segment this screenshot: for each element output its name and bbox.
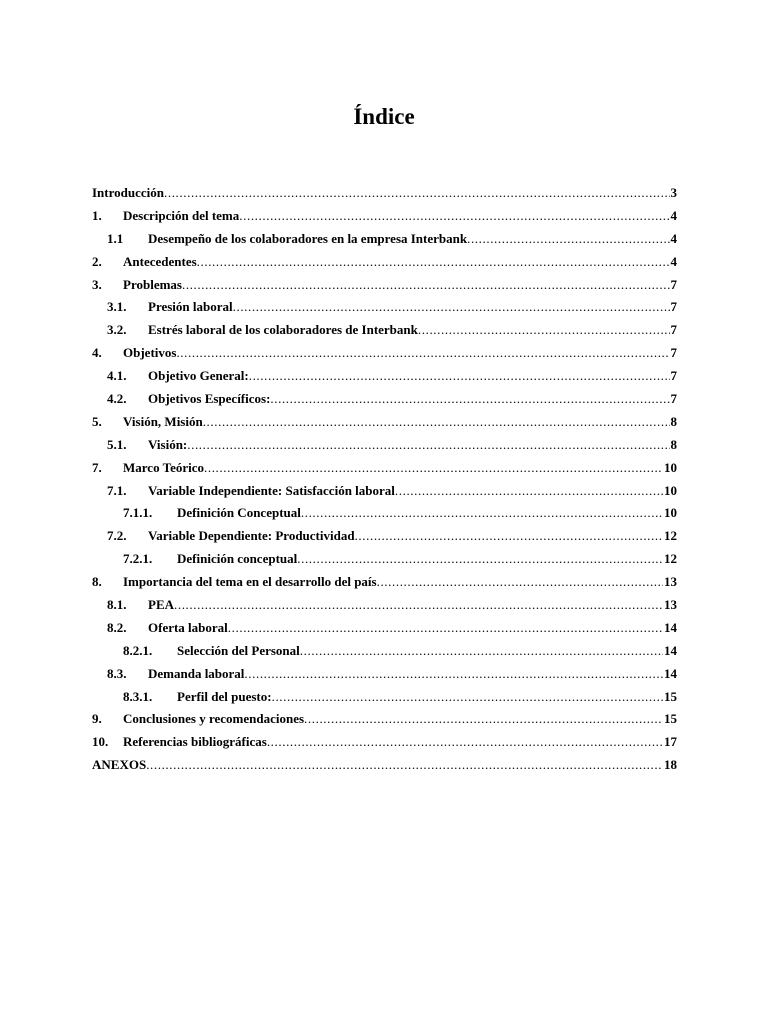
toc-entry-title: Introducción	[92, 185, 164, 200]
toc-entry-title: Variable Dependiente: Productividad	[148, 528, 355, 544]
toc-entry-number: 5.	[92, 413, 102, 429]
toc-entry-title: Objetivos	[123, 345, 177, 361]
toc-dot-leader	[270, 388, 669, 411]
toc-entry-page: 8	[670, 413, 677, 429]
toc-entry-page: 10	[664, 505, 677, 521]
toc-entry-number: 7.1.1.	[123, 505, 153, 521]
toc-entry-page: 3	[670, 185, 677, 200]
toc-entry-number: 3.1.	[107, 299, 127, 315]
toc-entry-page: 7	[670, 299, 677, 315]
toc-entry[interactable]	[92, 274, 677, 297]
toc-entry-number: 4.1.	[107, 368, 127, 384]
toc-entry-title: Objetivo General:	[148, 368, 249, 384]
toc-entry[interactable]	[92, 205, 677, 228]
toc-entry[interactable]	[92, 228, 677, 251]
toc-dot-leader	[197, 251, 670, 274]
toc-entry-title: Problemas	[123, 276, 182, 292]
toc-dot-leader	[203, 411, 670, 434]
toc-dot-leader	[267, 731, 663, 754]
toc-dot-leader	[297, 548, 663, 571]
toc-entry-title: Descripción del tema	[123, 207, 240, 223]
toc-entry[interactable]	[92, 525, 677, 548]
toc-dot-leader	[301, 502, 663, 525]
toc-entry[interactable]	[92, 388, 677, 411]
toc-dot-leader	[304, 708, 663, 731]
toc-entry-title: Objetivos Específicos:	[148, 391, 271, 407]
toc-entry-page: 13	[664, 574, 677, 590]
toc-entry[interactable]	[92, 571, 677, 594]
toc-entry-page: 18	[664, 757, 677, 773]
toc-entry-page: 7	[670, 368, 677, 384]
toc-entry-number: 7.1.	[107, 482, 127, 498]
toc-entry-number: 2.	[92, 253, 102, 269]
toc-dot-leader	[272, 686, 663, 709]
toc-entry-title: PEA	[148, 597, 174, 613]
toc-entry-title: Variable Independiente: Satisfacción laboral	[148, 482, 395, 498]
toc-entry[interactable]	[92, 319, 677, 342]
toc-entry[interactable]	[92, 754, 677, 777]
toc-entry[interactable]	[92, 365, 677, 388]
toc-entry-number: 4.	[92, 345, 102, 361]
toc-entry-title: Marco Teórico	[123, 459, 204, 475]
toc-entry[interactable]	[92, 708, 677, 731]
toc-entry-page: 7	[670, 391, 677, 407]
toc-entry-page: 12	[664, 528, 677, 544]
toc-entry-page: 14	[664, 642, 677, 658]
toc-entry-title: Perfil del puesto:	[177, 688, 272, 704]
toc-entry-title: ANEXOS	[92, 757, 147, 773]
toc-entry-page: 4	[670, 230, 677, 246]
toc-dot-leader	[418, 319, 670, 342]
toc-entry-title: Visión, Misión	[123, 413, 203, 429]
toc-dot-leader	[228, 617, 663, 640]
toc-entry-number: 8.3.	[107, 665, 127, 681]
toc-entry[interactable]	[92, 182, 677, 205]
toc-entry-title: Definición conceptual	[177, 551, 298, 567]
toc-entry-page: 17	[664, 734, 677, 750]
toc-entry-page: 7	[670, 276, 677, 292]
toc-dot-leader	[146, 754, 663, 777]
toc-dot-leader	[239, 205, 669, 228]
toc-entry-page: 7	[670, 345, 677, 361]
toc-entry[interactable]	[92, 663, 677, 686]
toc-entry-page: 15	[664, 711, 677, 727]
toc-entry-number: 3.	[92, 276, 102, 292]
toc-dot-leader	[176, 342, 669, 365]
toc-entry[interactable]	[92, 502, 677, 525]
toc-entry-number: 8.2.1.	[123, 642, 153, 658]
toc-entry-number: 10.	[92, 734, 109, 750]
toc-entry-page: 13	[664, 597, 677, 613]
toc-entry[interactable]	[92, 594, 677, 617]
toc-entry[interactable]	[92, 548, 677, 571]
toc-entry-number: 4.2.	[107, 391, 127, 407]
toc-entry-number: 7.2.1.	[123, 551, 153, 567]
toc-dot-leader	[300, 640, 663, 663]
toc-entry[interactable]	[92, 434, 677, 457]
toc-entry-number: 3.2.	[107, 322, 127, 338]
toc-entry[interactable]	[92, 411, 677, 434]
toc-entry[interactable]	[92, 296, 677, 319]
toc-entry-page: 8	[670, 436, 677, 452]
toc-entry-title: Referencias bibliográficas	[123, 734, 267, 750]
toc-dot-leader	[233, 296, 670, 319]
toc-entry-number: 9.	[92, 711, 102, 727]
toc-entry-number: 5.1.	[107, 436, 127, 452]
toc-entry[interactable]	[92, 640, 677, 663]
toc-entry-page: 10	[664, 482, 677, 498]
toc-entry-page: 14	[664, 619, 677, 635]
toc-dot-leader	[164, 182, 670, 205]
toc-dot-leader	[187, 434, 669, 457]
toc-entry-number: 1.	[92, 207, 102, 223]
toc-entry-title: Definición Conceptual	[177, 505, 301, 521]
toc-dot-leader	[182, 274, 670, 297]
toc-entry-number: 8.	[92, 574, 102, 590]
toc-entry-page: 12	[664, 551, 677, 567]
toc-entry-title: Desempeño de los colaboradores en la empresa Interbank	[148, 230, 468, 246]
toc-entry-title: Visión:	[148, 436, 188, 452]
toc-entry-number: 8.1.	[107, 597, 127, 613]
toc-entry-page: 4	[670, 253, 677, 269]
toc-entry[interactable]	[92, 251, 677, 274]
toc-dot-leader	[244, 663, 663, 686]
toc-entry[interactable]	[92, 686, 677, 709]
toc-dot-leader	[355, 525, 663, 548]
toc-dot-leader	[204, 457, 663, 480]
toc-entry-title: Estrés laboral de los colaboradores de Interbank	[148, 322, 418, 338]
toc-entry-title: Conclusiones y recomendaciones	[123, 711, 305, 727]
toc-entry-title: Presión laboral	[148, 299, 233, 315]
table-of-contents	[92, 182, 677, 777]
toc-entry[interactable]	[92, 731, 677, 754]
toc-entry-page: 15	[664, 688, 677, 704]
page-title: Índice	[353, 104, 415, 129]
toc-entry[interactable]	[92, 617, 677, 640]
toc-entry[interactable]	[92, 457, 677, 480]
toc-dot-leader	[377, 571, 663, 594]
toc-entry-number: 7.2.	[107, 528, 127, 544]
toc-entry[interactable]	[92, 342, 677, 365]
toc-entry-page: 7	[670, 322, 677, 338]
toc-entry-number: 8.2.	[107, 619, 127, 635]
toc-dot-leader	[174, 594, 663, 617]
toc-entry-title: Selección del Personal	[177, 642, 300, 658]
toc-entry-title: Antecedentes	[123, 253, 197, 269]
toc-dot-leader	[395, 480, 663, 503]
toc-entry-page: 14	[664, 665, 677, 681]
toc-entry-title: Oferta laboral	[148, 619, 228, 635]
toc-entry-number: 1.1	[107, 230, 124, 246]
toc-entry-number: 8.3.1.	[123, 688, 153, 704]
toc-entry-title: Importancia del tema en el desarrollo del país	[123, 574, 377, 590]
toc-entry-number: 7.	[92, 459, 102, 475]
toc-entry-title: Demanda laboral	[148, 665, 245, 681]
toc-entry[interactable]	[92, 480, 677, 503]
toc-entry-page: 10	[664, 459, 677, 475]
toc-dot-leader	[467, 228, 669, 251]
toc-dot-leader	[249, 365, 670, 388]
toc-entry-page: 4	[670, 207, 677, 223]
